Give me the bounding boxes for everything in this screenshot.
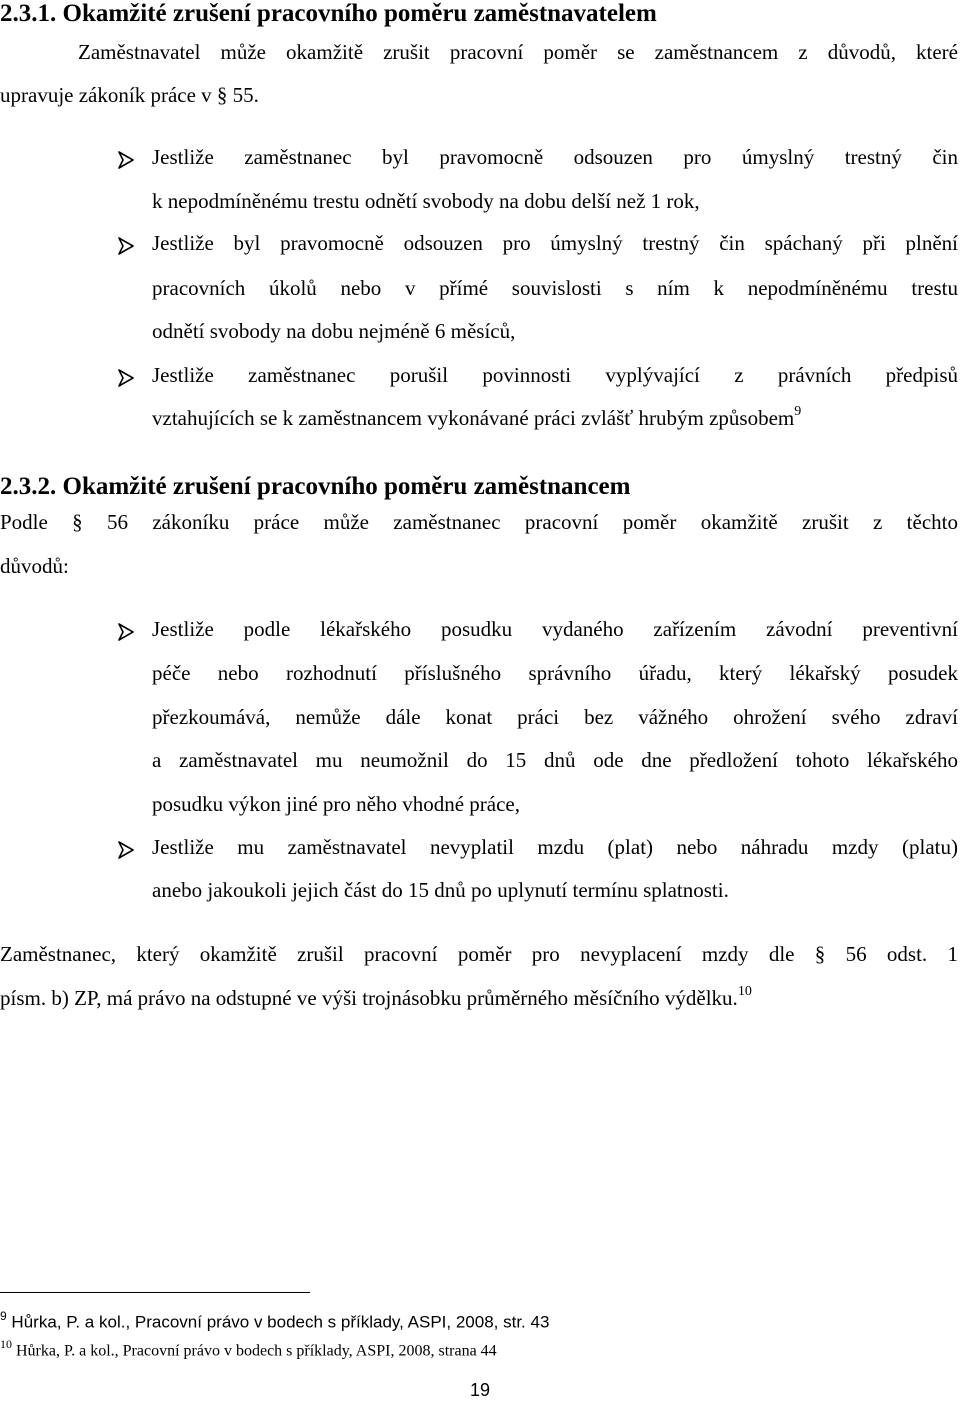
footnote-number: 9 (0, 1309, 7, 1323)
bullet-line: Jestliže byl pravomocně odsouzen pro úmyslný trestný čin spáchaný při plnění (152, 231, 958, 255)
arrowhead-bullet-icon (116, 150, 136, 170)
bullet-line: Jestliže zaměstnanec byl pravomocně odsouzen pro úmyslný trestný čin (152, 145, 958, 169)
bullet-line: péče nebo rozhodnutí příslušného správního úřadu, který lékařský posudek (152, 661, 958, 685)
footnote-text: Hůrka, P. a kol., Pracovní právo v bodech s příklady, ASPI, 2008, str. 43 (11, 1312, 550, 1332)
bullet-line: přezkoumává, nemůže dále konat práci bez vážného ohrožení svého zdraví (152, 705, 958, 729)
footnote-text: Hůrka, P. a kol., Pracovní právo v bodech s příklady, ASPI, 2008, strana 44 (16, 1342, 497, 1360)
bullet-line: Jestliže podle lékařského posudku vydaného zařízením závodní preventivní (152, 617, 958, 641)
bullet-line-text: vztahujících se k zaměstnancem vykonávané práci zvlášť hrubým způsobem (152, 406, 795, 430)
bullet-line: Jestliže zaměstnanec porušil povinnosti vyplývající z právních předpisů (152, 363, 958, 387)
paragraph-line: důvodů: (0, 554, 69, 578)
bullet-line: pracovních úkolů nebo v přímé souvislosti s ním k nepodmíněnému trestu (152, 276, 958, 300)
footnote-separator (0, 1292, 310, 1293)
page-number: 19 (469, 1380, 491, 1400)
footnote-9 (0, 1310, 549, 1333)
bullet-line: a zaměstnavatel mu neumožnil do 15 dnů ode dne předložení tohoto lékařského (152, 748, 958, 772)
footnote-10 (0, 1338, 497, 1360)
bullet-line: k nepodmíněnému trestu odnětí svobody na dobu delší než 1 rok, (152, 189, 700, 213)
bullet-line-with-footnote (152, 406, 801, 431)
arrowhead-bullet-icon (116, 840, 136, 860)
section-heading-2-3-1: 2.3.1. Okamžité zrušení pracovního poměru zaměstnavatelem (0, 0, 657, 27)
bullet-line: Jestliže mu zaměstnavatel nevyplatil mzdu (plat) nebo náhradu mzdy (platu) (152, 835, 958, 859)
paragraph-line: Zaměstnanec, který okamžitě zrušil pracovní poměr pro nevyplacení mzdy dle § 56 odst. 1 (0, 942, 958, 966)
arrowhead-bullet-icon (116, 622, 136, 642)
footnote-ref-9[interactable]: 9 (794, 404, 802, 419)
paragraph-line: Podle § 56 zákoníku práce může zaměstnanec pracovní poměr okamžitě zrušit z těchto (0, 510, 958, 534)
paragraph-line-with-footnote (0, 986, 752, 1011)
bullet-line: posudku výkon jiné pro něho vhodné práce, (152, 792, 521, 816)
paragraph-line: upravuje zákoník práce v § 55. (0, 83, 259, 107)
bullet-line: odnětí svobody na dobu nejméně 6 měsíců, (152, 319, 516, 343)
arrowhead-bullet-icon (116, 236, 136, 256)
arrowhead-bullet-icon (116, 368, 136, 388)
paragraph-line-text: písm. b) ZP, má právo na odstupné ve výši trojnásobku průměrného měsíčního výdělku. (0, 986, 738, 1010)
footnote-ref-10[interactable]: 10 (737, 984, 752, 999)
bullet-line: anebo jakoukoli jejich část do 15 dnů po uplynutí termínu splatnosti. (152, 878, 729, 902)
section-heading-2-3-2: 2.3.2. Okamžité zrušení pracovního poměru zaměstnancem (0, 473, 631, 500)
paragraph-line: Zaměstnavatel může okamžitě zrušit pracovní poměr se zaměstnancem z důvodů, které (78, 40, 958, 64)
footnote-number: 10 (0, 1337, 12, 1351)
